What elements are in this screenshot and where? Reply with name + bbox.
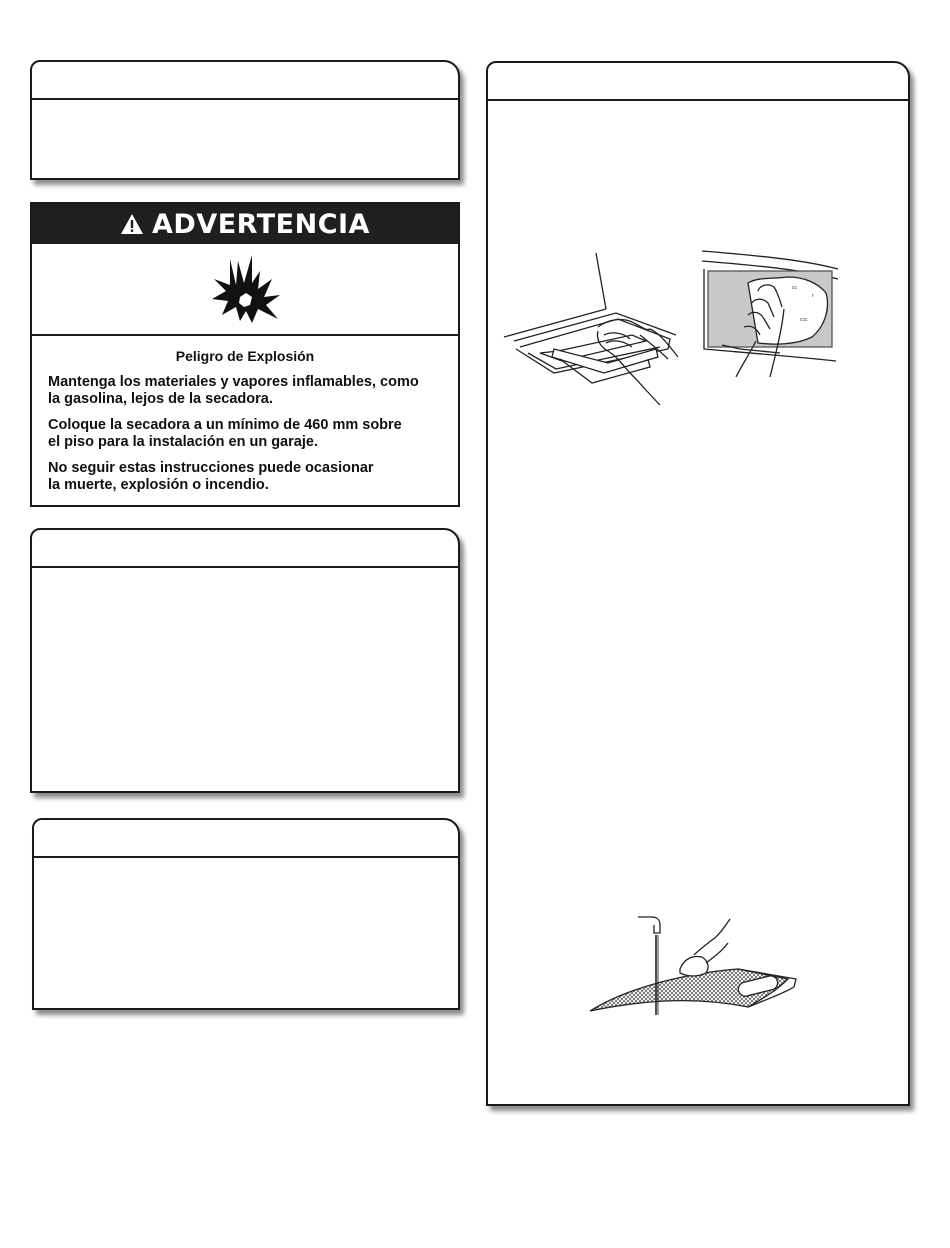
panel-header	[32, 62, 458, 100]
panel-header	[32, 530, 458, 568]
warning-triangle-icon	[120, 213, 144, 235]
warning-header	[32, 204, 458, 244]
warning-line-2: Coloque la secadora a un mínimo de 460 mm sobre el piso para la instalación en un garaje.	[48, 417, 402, 450]
warning-title: ADVERTENCIA	[152, 208, 370, 240]
panel-header	[488, 63, 908, 101]
hazard-title: Peligro de Explosión	[175, 348, 315, 364]
lint-screen-washing-illustration	[588, 913, 808, 1023]
warning-box	[30, 202, 460, 507]
svg-text:ccc: ccc	[800, 317, 808, 323]
explosion-icon	[200, 249, 290, 329]
panel-middle-left	[30, 528, 460, 793]
warning-line-1: Mantenga los materiales y vapores inflamables, como la gasolina, lejos de la secadora.	[48, 374, 419, 407]
panel-header	[34, 820, 458, 858]
svg-text:r: r	[812, 293, 814, 299]
svg-text:cc: cc	[792, 285, 797, 291]
warning-line-3: No seguir estas instrucciones puede ocasionar la muerte, explosión o incendio.	[48, 460, 374, 493]
warning-symbol-area	[32, 244, 458, 336]
panel-bottom-left	[32, 818, 460, 1010]
panel-top-left	[30, 60, 460, 180]
lint-wiping-illustration	[700, 249, 840, 379]
panel-right	[486, 61, 910, 1106]
lint-screen-removal-illustration	[500, 249, 686, 405]
